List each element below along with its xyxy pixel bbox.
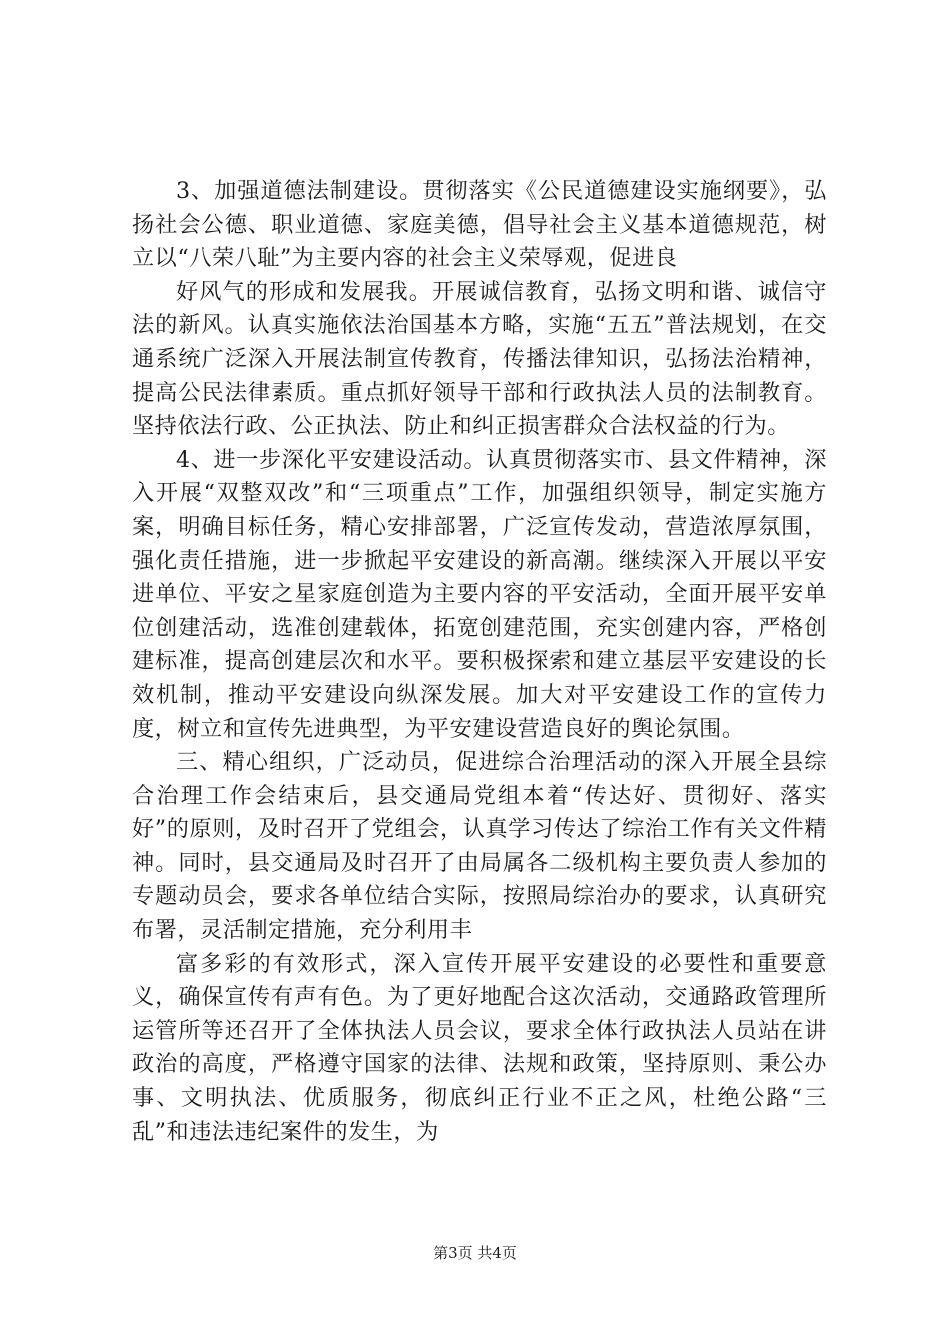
paragraph-moral-legal-construction: 3、加强道德法制建设。贯彻落实《公民道德建设实施纲要》，弘扬社会公德、职业道德、家庭美德，倡导社会主义基本道德规范，树立以“八荣八耻”为主要内容的社会主义荣辱观，促进良 — [132, 178, 827, 272]
document-body — [132, 175, 827, 1149]
paragraph-integrity-education: 好风气的形成和发展我。开展诚信教育，弘扬文明和谐、诚信守法的新风。认真实施依法治国基本方略，实施“五五”普法规划，在交通系统广泛深入开展法制宣传教育，传播法律知识，弘扬法治精神，提高公民法律素质。重点抓好领导干部和行政执法人员的法制教育。坚持依法行政、公正执法、防止和纠正损害群众合法权益的行为。 — [132, 278, 827, 440]
paragraph-organization-mobilization: 三、精心组织，广泛动员，促进综合治理活动的深入开展全县综合治理工作会结束后，县交通局党组本着“传达好、贯彻好、落实好”的原则，及时召开了党组会，认真学习传达了综治工作有关文件精神。同时，县交通局及时召开了由局属各二级机构主要负责人参加的专题动员会，要求各单位结合实际，按照局综治办的要求，认真研究布署，灵活制定措施，充分利用丰 — [132, 749, 827, 944]
paragraph-publicity-forms: 富多彩的有效形式，深入宣传开展平安建设的必要性和重要意义，确保宣传有声有色。为了更好地配合这次活动，交通路政管理所运管所等还召开了全体执法人员会议，要求全体行政执法人员站在讲政治的高度，严格遵守国家的法律、法规和政策，坚持原则、秉公办事、文明执法、优质服务，彻底纠正行业不正之风，杜绝公路“三乱”和违法违纪案件的发生，为 — [132, 950, 827, 1145]
page-number-footer: 第3页 共4页 — [433, 1244, 517, 1262]
paragraph-safety-construction: 4、进一步深化平安建设活动。认真贯彻落实市、县文件精神，深入开展“双整双改”和“三项重点”工作，加强组织领导，制定实施方案，明确目标任务，精心安排部署，广泛宣传发动，营造浓厚氛围，强化责任措施，进一步掀起平安建设的新高潮。继续深入开展以平安进单位、平安之星家庭创造为主要内容的平安活动，全面开展平安单位创建活动，选准创建载体，拓宽创建范围，充实创建内容，严格创建标准，提高创建层次和水平。要积极探索和建立基层平安建设的长效机制，推动平安建设向纵深发展。加大对平安建设工作的宣传力度，树立和宣传先进典型，为平安建设营造良好的舆论氛围。 — [132, 446, 827, 742]
